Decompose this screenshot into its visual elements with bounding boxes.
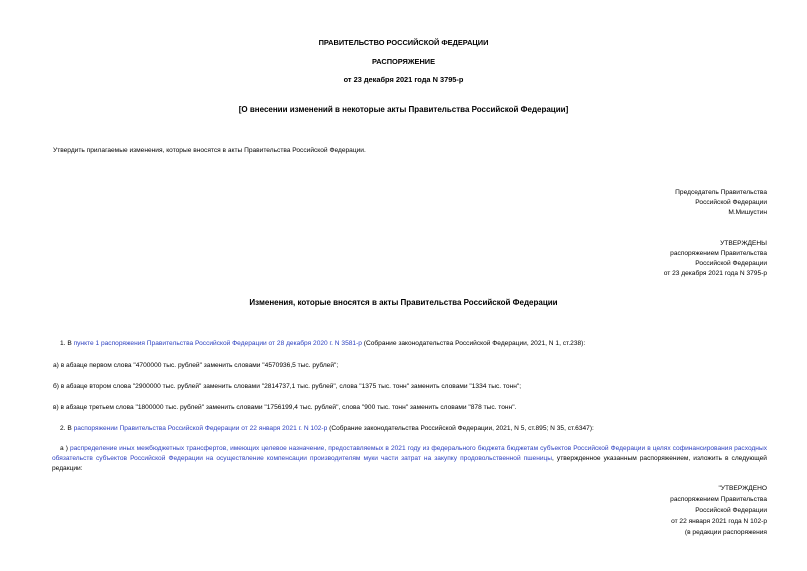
paragraph-2-prefix: 2. В <box>60 425 74 432</box>
approved-line-3: Российской Федерации <box>695 260 767 267</box>
link-transfer-distribution[interactable]: распределение иных межбюджетных трансфертов, имеющих целевое назначение, предоставляемых в 2021 году из федерального бюджета бюджетам субъектов Российской Федерации в целях софинансирования расходных обязательств субъектов Российской Федерации на осуществление компенсации производителям муки части затрат на закупку продовольственной пшеницы <box>52 445 767 462</box>
approved2-line-4: от 22 января 2021 года N 102-р <box>671 518 767 525</box>
approved2-line-2: распоряжением Правительства <box>670 496 767 503</box>
changes-title: Изменения, которые вносятся в акты Правительства Российской Федерации <box>249 298 558 307</box>
signature-line-2: Российской Федерации <box>695 199 767 206</box>
paragraph-1 <box>60 339 585 348</box>
paragraph-1a: а) в абзаце первом слова "4700000 тыс. рублей" заменить словами "4570936,5 тыс. рублей"; <box>53 362 339 369</box>
approved2-line-1: "УТВЕРЖДЕНО <box>718 485 767 492</box>
approved-line-4: от 23 декабря 2021 года N 3795-р <box>663 270 767 277</box>
paragraph-2a-suffix: , утвержденное указанным распоряжением, изложить в следующей редакции: <box>52 455 767 472</box>
link-decree-102[interactable]: распоряжении Правительства Российской Федерации от 22 января 2021 г. N 102-р <box>73 425 328 432</box>
document-type: РАСПОРЯЖЕНИЕ <box>371 57 436 66</box>
paragraph-1c: в) в абзаце третьем слова "1800000 тыс. рублей" заменить словами "1756199,4 тыс. рублей", слова "900 тыс. тонн" заменить словами "878 тыс. тонн". <box>53 404 517 411</box>
paragraph-1-prefix: 1. В <box>60 340 74 347</box>
document-subject: [О внесении изменений в некоторые акты Правительства Российской Федерации] <box>238 105 569 114</box>
paragraph-2a <box>52 444 767 474</box>
government-heading: ПРАВИТЕЛЬСТВО РОССИЙСКОЙ ФЕДЕРАЦИИ <box>318 38 489 47</box>
paragraph-1-suffix: (Собрание законодательства Российской Федерации, 2021, N 1, ст.238): <box>361 340 586 347</box>
approved-line-2: распоряжением Правительства <box>670 250 767 257</box>
approved2-line-5: (в редакции распоряжения <box>684 529 767 536</box>
approved2-line-3: Российской Федерации <box>695 507 767 514</box>
approved-line-1: УТВЕРЖДЕНЫ <box>720 240 767 247</box>
signature-line-1: Председатель Правительства <box>675 189 767 196</box>
intro-paragraph: Утвердить прилагаемые изменения, которые вносятся в акты Правительства Российской Федерации. <box>53 147 366 154</box>
signature-name: М.Мишустин <box>728 209 767 216</box>
paragraph-2 <box>60 424 594 433</box>
paragraph-1b: б) в абзаце втором слова "2900000 тыс. рублей" заменить словами "2814737,1 тыс. рублей", слова "1375 тыс. тонн" заменить словами "1334 тыс. тонн"; <box>53 383 522 390</box>
paragraph-2a-prefix: а ) <box>60 445 70 452</box>
paragraph-2-suffix: (Собрание законодательства Российской Федерации, 2021, N 5, ст.895; N 35, ст.6347): <box>327 425 594 432</box>
document-date-number: от 23 декабря 2021 года N 3795-р <box>343 75 464 84</box>
link-decree-3581[interactable]: пункте 1 распоряжения Правительства Российской Федерации от 28 декабря 2020 г. N 3581-р <box>73 340 362 347</box>
